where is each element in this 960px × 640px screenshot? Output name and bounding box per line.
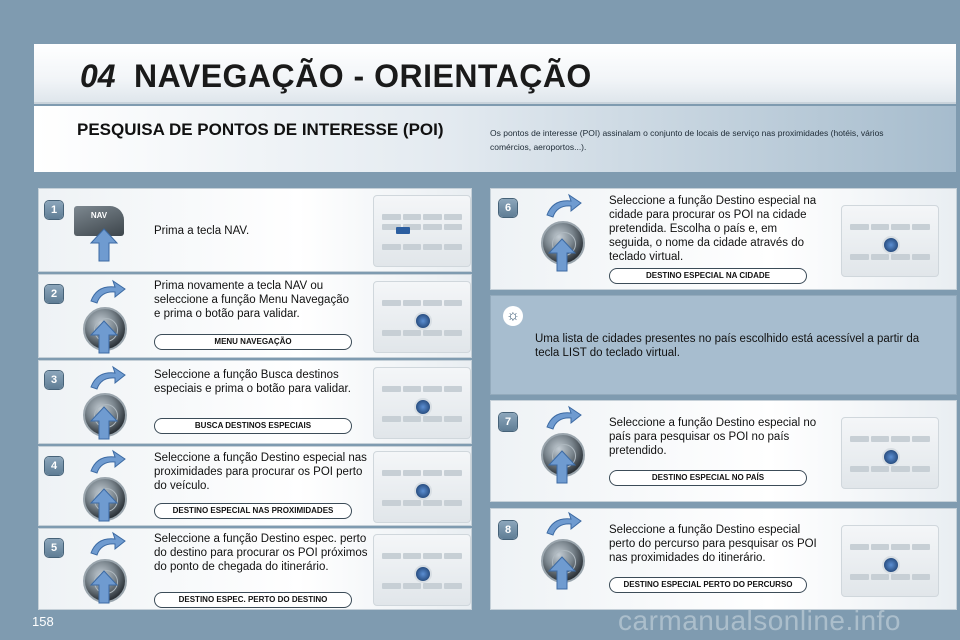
section-title: PESQUISA DE PONTOS DE INTERESSE (POI) <box>77 120 444 139</box>
step-card-3 <box>38 360 472 444</box>
step-text: Seleccione a função Destino especial nas proximidades para procurar os POI perto do veículo. <box>154 452 367 492</box>
chapter-number: 04 <box>80 58 116 94</box>
rotate-arrow-icon <box>543 193 583 219</box>
rotate-arrow-icon <box>87 531 127 557</box>
sun-icon: ☼ <box>503 306 523 326</box>
step-text: Prima novamente a tecla NAV ou seleccione a função Menu Navegação e prima o botão para validar. <box>154 280 349 320</box>
step-card-7 <box>490 400 957 502</box>
step-number-badge: 5 <box>45 539 63 557</box>
up-arrow-icon <box>89 405 119 441</box>
menu-label: BUSCA DESTINOS ESPECIAIS <box>154 418 352 434</box>
radio-panel-icon <box>373 534 471 606</box>
step-number-badge: 4 <box>45 457 63 475</box>
rotate-arrow-icon <box>543 405 583 431</box>
rotate-arrow-icon <box>87 279 127 305</box>
step-card-2 <box>38 274 472 358</box>
step-text: Seleccione a função Destino especial na cidade para procurar os POI na cidade pretendida. Escolha o país e, em seguida, o nome da cidade através do teclado virtual. <box>609 195 817 263</box>
radio-panel-icon <box>841 525 939 597</box>
section-description: Os pontos de interesse (POI) assinalam o conjunto de locais de serviço nas proximidades (hotéis, vários comércios, aeroportos...). <box>490 128 884 152</box>
up-arrow-icon <box>89 569 119 605</box>
info-box <box>490 295 957 395</box>
menu-label: DESTINO ESPECIAL NO PAÍS <box>609 470 807 486</box>
step-number-badge: 6 <box>499 199 517 217</box>
radio-panel-icon <box>373 451 471 523</box>
step-text: Prima a tecla NAV. <box>154 225 250 237</box>
up-arrow-icon <box>89 227 119 263</box>
radio-panel-icon <box>841 417 939 489</box>
page-header <box>34 44 956 104</box>
watermark: carmanualsonline.info <box>618 605 901 636</box>
chapter-title: NAVEGAÇÃO - ORIENTAÇÃO <box>134 58 592 94</box>
info-text: Uma lista de cidades presentes no país escolhido está acessível a partir da tecla LIST do teclado virtual. <box>535 333 920 359</box>
step-text: Seleccione a função Destino especial no país para pesquisar os POI no país pretendido. <box>609 417 817 457</box>
step-number-badge: 2 <box>45 285 63 303</box>
up-arrow-icon <box>89 487 119 523</box>
step-text: Seleccione a função Destino espec. perto do destino para procurar os POI próximos do ponto de chegada do itinerário. <box>154 533 368 573</box>
menu-label: DESTINO ESPEC. PERTO DO DESTINO <box>154 592 352 608</box>
step-number-badge: 3 <box>45 371 63 389</box>
up-arrow-icon <box>547 555 577 591</box>
up-arrow-icon <box>547 237 577 273</box>
step-card-6 <box>490 188 957 290</box>
menu-label: DESTINO ESPECIAL PERTO DO PERCURSO <box>609 577 807 593</box>
menu-label: MENU NAVEGAÇÃO <box>154 334 352 350</box>
rotate-arrow-icon <box>543 511 583 537</box>
step-card-5 <box>38 528 472 610</box>
rotate-arrow-icon <box>87 365 127 391</box>
step-card-8 <box>490 508 957 610</box>
radio-panel-icon <box>373 195 471 267</box>
step-text: Seleccione a função Destino especial perto do percurso para pesquisar os POI nas proximidades do itinerário. <box>609 524 817 564</box>
radio-panel-icon <box>373 281 471 353</box>
step-text: Seleccione a função Busca destinos especiais e prima o botão para validar. <box>154 369 351 395</box>
step-number-badge: 1 <box>45 201 63 219</box>
page-number: 158 <box>32 614 54 629</box>
nav-key-icon: NAV <box>74 206 124 236</box>
rotate-arrow-icon <box>87 449 127 475</box>
menu-label: DESTINO ESPECIAL NAS PROXIMIDADES <box>154 503 352 519</box>
step-number-badge: 7 <box>499 413 517 431</box>
menu-label: DESTINO ESPECIAL NA CIDADE <box>609 268 807 284</box>
step-card-1 <box>38 188 472 272</box>
step-card-4 <box>38 446 472 526</box>
up-arrow-icon <box>89 319 119 355</box>
radio-panel-icon <box>841 205 939 277</box>
up-arrow-icon <box>547 449 577 485</box>
radio-panel-icon <box>373 367 471 439</box>
section-header <box>34 106 956 172</box>
step-number-badge: 8 <box>499 521 517 539</box>
